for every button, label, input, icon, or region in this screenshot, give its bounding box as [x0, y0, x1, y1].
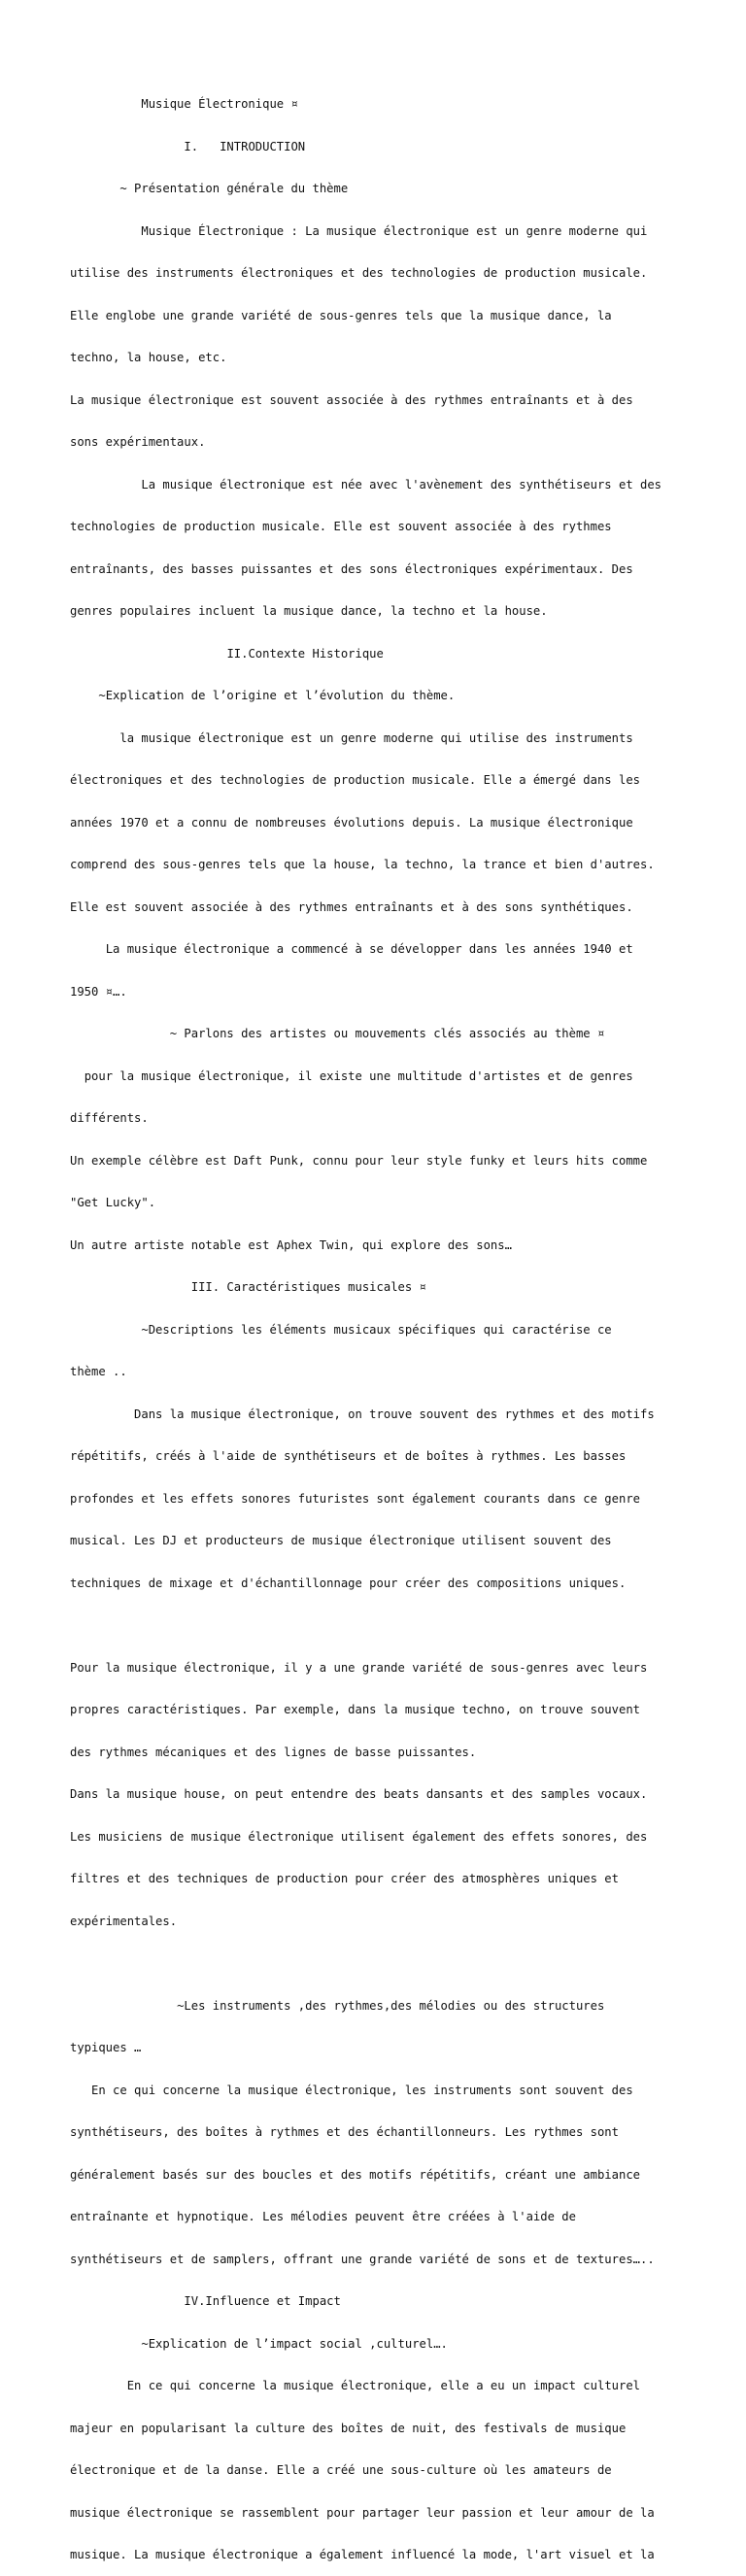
text-line: genres populaires incluent la musique dance, la techno et la house. — [70, 604, 548, 618]
subheading-artistes: ~ Parlons des artistes ou mouvements clés associés au thème ¤ — [70, 1027, 605, 1040]
text-line: la musique électronique est un genre moderne qui utilise des instruments — [70, 730, 633, 745]
text-line: entraînants, des basses puissantes et des sons électroniques expérimentaux. Des — [70, 561, 633, 576]
blank-line — [70, 1618, 692, 1633]
text-line: Un autre artiste notable est Aphex Twin, qui explore des sons… — [70, 1237, 512, 1252]
text-line: pour la musique électronique, il existe une multitude d'artistes et de genres — [70, 1068, 633, 1083]
text-line: Les musiciens de musique électronique utilisent également des effets sonores, des — [70, 1829, 648, 1844]
text-line: entraînante et hypnotique. Les mélodies peuvent être créées à l'aide de — [70, 2210, 576, 2223]
text-line: répétitifs, créés à l'aide de synthétiseurs et de boîtes à rythmes. Les basses — [70, 1449, 627, 1463]
text-line: techno, la house, etc. — [70, 351, 227, 364]
doc-title: Musique Électronique ¤ — [70, 97, 298, 111]
text-line: Un exemple célèbre est Daft Punk, connu pour leur style funky et leurs hits comme — [70, 1153, 648, 1168]
section-heading-contexte-historique: II.Contexte Historique — [70, 646, 384, 661]
text-line: typiques … — [70, 2041, 142, 2054]
text-line: musique. La musique électronique a également influencé la mode, l'art visuel et la — [70, 2548, 655, 2561]
blank-line — [70, 1956, 692, 1971]
text-line: Pour la musique électronique, il y a une grande variété de sous-genres avec leurs — [70, 1660, 648, 1675]
text-line: généralement basés sur des boucles et des motifs répétitifs, créant une ambiance — [70, 2167, 640, 2182]
text-line: Musique Électronique : La musique électronique est un genre moderne qui — [70, 223, 648, 238]
text-line: électronique et de la danse. Elle a créé une sous-culture où les amateurs de — [70, 2463, 612, 2477]
section-heading-introduction: I. INTRODUCTION — [70, 139, 306, 153]
text-line: techniques de mixage et d'échantillonnage pour créer des compositions uniques. — [70, 1576, 627, 1590]
text-line: synthétiseurs, des boîtes à rythmes et des échantillonneurs. Les rythmes sont — [70, 2125, 619, 2139]
document-page — [70, 69, 692, 2576]
text-line: majeur en popularisant la culture des boîtes de nuit, des festivals de musique — [70, 2421, 627, 2435]
text-line: La musique électronique a commencé à se développer dans les années 1940 et — [70, 942, 633, 956]
text-line: sons expérimentaux. — [70, 435, 206, 449]
text-line: des rythmes mécaniques et des lignes de basse puissantes. — [70, 1745, 477, 1759]
text-line: électroniques et des technologies de production musicale. Elle a émergé dans les — [70, 773, 640, 787]
subheading-origine: ~Explication de l’origine et l’évolution du thème. — [70, 689, 456, 702]
text-line: expérimentales. — [70, 1914, 178, 1928]
text-line: filtres et des techniques de production pour créer des atmosphères uniques et — [70, 1872, 619, 1885]
text-line: années 1970 et a connu de nombreuses évolutions depuis. La musique électronique — [70, 815, 633, 830]
section-heading-influence: IV.Influence et Impact — [70, 2294, 341, 2308]
text-line: profondes et les effets sonores futuristes sont également courants dans ce genre — [70, 1491, 640, 1506]
text-line: Elle englobe une grande variété de sous-genres tels que la musique dance, la — [70, 308, 612, 322]
subheading-impact: ~Explication de l’impact social ,culturel…. — [70, 2336, 448, 2351]
text-line: La musique électronique est souvent associée à des rythmes entraînants et à des — [70, 392, 633, 407]
text-line: utilise des instruments électroniques et des technologies de production musicale. — [70, 266, 648, 280]
text-line: technologies de production musicale. Elle est souvent associée à des rythmes — [70, 520, 612, 533]
text-line: Dans la musique house, on peut entendre des beats dansants et des samples vocaux. — [70, 1787, 648, 1801]
subheading-presentation: ~ Présentation générale du thème — [70, 182, 349, 195]
text-line: 1950 ¤…. — [70, 984, 127, 999]
text-line: musical. Les DJ et producteurs de musique électronique utilisent souvent des — [70, 1534, 612, 1547]
text-line: Elle est souvent associée à des rythmes entraînants et à des sons synthétiques. — [70, 899, 633, 914]
text-line: La musique électronique est née avec l'avènement des synthétiseurs et des — [70, 477, 662, 491]
subheading-instruments: ~Les instruments ,des rythmes,des mélodies ou des structures — [70, 1998, 605, 2013]
text-line: comprend des sous-genres tels que la house, la techno, la trance et bien d'autres. — [70, 858, 655, 871]
text-line: musique électronique se rassemblent pour partager leur passion et leur amour de la — [70, 2505, 655, 2520]
subheading-descriptions: ~Descriptions les éléments musicaux spécifiques qui caractérise ce — [70, 1322, 612, 1337]
text-line: En ce qui concerne la musique électronique, elle a eu un impact culturel — [70, 2379, 641, 2392]
text-line: "Get Lucky". — [70, 1196, 156, 1209]
text-line: En ce qui concerne la musique électronique, les instruments sont souvent des — [70, 2083, 633, 2097]
text-line: différents. — [70, 1111, 149, 1125]
text-line: synthétiseurs et de samplers, offrant une grande variété de sons et de textures….. — [70, 2252, 655, 2266]
section-heading-caracteristiques: III. Caractéristiques musicales ¤ — [70, 1280, 426, 1294]
text-line: propres caractéristiques. Par exemple, dans la musique techno, on trouve souvent — [70, 1703, 640, 1716]
text-line: Dans la musique électronique, on trouve souvent des rythmes et des motifs — [70, 1407, 655, 1421]
text-line: thème .. — [70, 1365, 127, 1378]
